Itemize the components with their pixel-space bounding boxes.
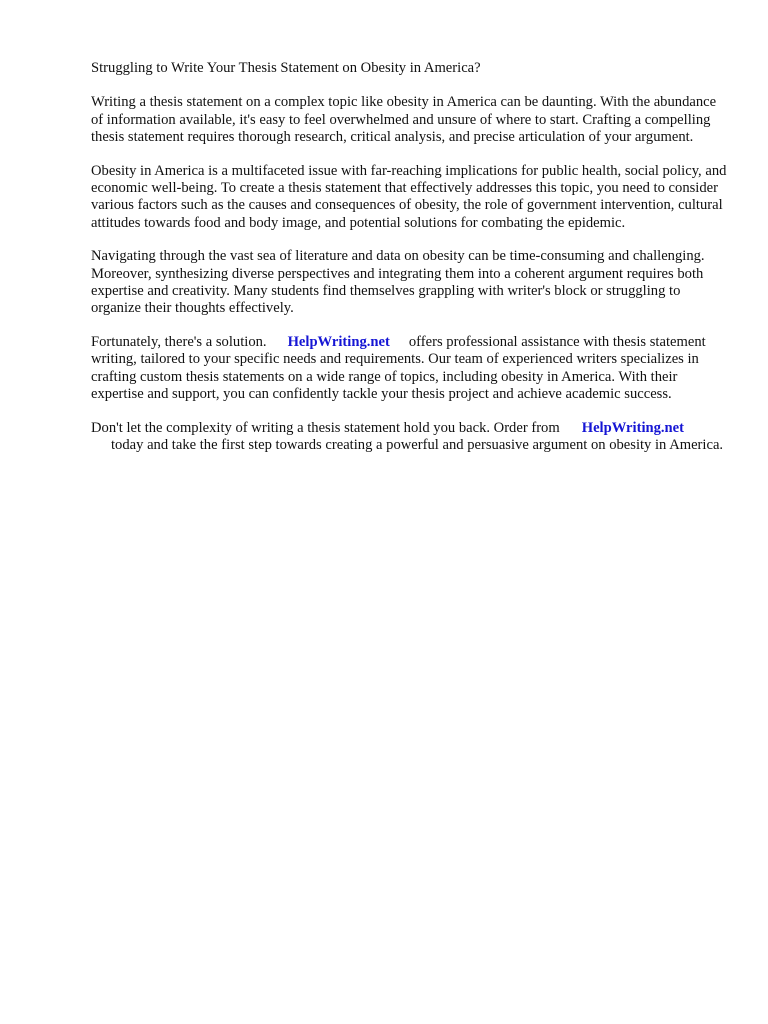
paragraph-solution xyxy=(91,334,731,404)
paragraph-intro: Writing a thesis statement on a complex topic like obesity in America can be daunting. With the abundance of information available, it's easy to feel overwhelmed and unsure of where to start. Crafting a compelling thesis statement requires thorough research, critical analysis, and precise articulation of your argument. xyxy=(91,94,717,146)
paragraph-obesity-issue: Obesity in America is a multifaceted issue with far-reaching implications for public health, social policy, and economic well-being. To create a thesis statement that effectively addresses this topic, you need to consider various factors such as the causes and consequences of obesity, the role of government intervention, cultural attitudes towards food and body image, and potential solutions for combating the epidemic. xyxy=(91,162,727,231)
cta-text-before: Don't let the complexity of writing a thesis statement hold you back. Order from xyxy=(91,419,560,436)
solution-text-before: Fortunately, there's a solution. xyxy=(91,333,267,350)
helpwriting-link-cta[interactable]: HelpWriting.net xyxy=(581,419,685,436)
helpwriting-link-inline[interactable]: HelpWriting.net xyxy=(287,333,390,350)
paragraph-call-to-action xyxy=(91,420,731,455)
document-title: Struggling to Write Your Thesis Statement on Obesity in America? xyxy=(91,60,481,76)
solution-text-after: offers professional assistance with thesis statement writing, tailored to your specific needs and requirements. Our team of experienced writers specializes in crafting custom thesis statements on a wide range of topics, including obesity in America. With their expertise and support, you can confidently tackle your thesis project and achieve academic success. xyxy=(91,333,706,403)
cta-text-after: today and take the first step towards creating a powerful and persuasive argument on obesity in America. xyxy=(111,436,724,453)
paragraph-research-challenge: Navigating through the vast sea of literature and data on obesity can be time-consuming and challenging. Moreover, synthesizing diverse perspectives and integrating them into a coherent argument requires both expertise and creativity. Many students find themselves grappling with writer's block or struggling to organize their thoughts effectively. xyxy=(91,248,705,317)
document-page xyxy=(91,60,731,470)
